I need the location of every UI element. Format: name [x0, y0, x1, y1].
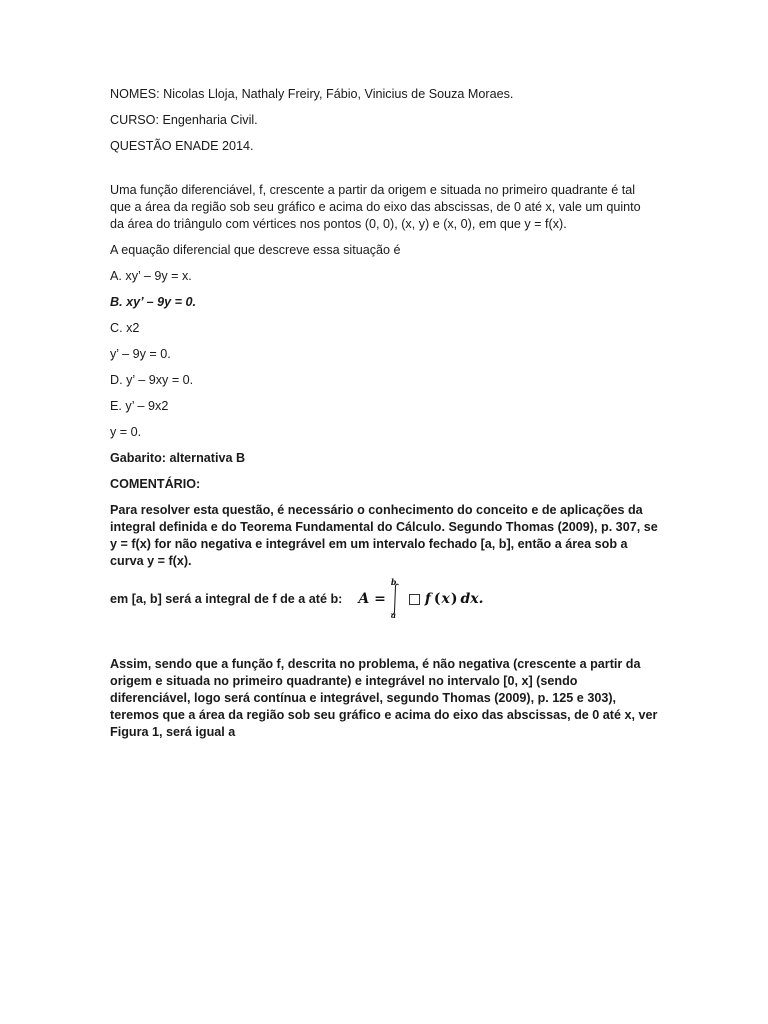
formula-line	[110, 576, 658, 622]
integral-formula	[358, 576, 483, 622]
formula-paren-close: )	[450, 590, 458, 607]
student-names: NOMES: Nicolas Lloja, Nathaly Freiry, Fábio, Vinicius de Souza Moraes.	[110, 87, 514, 101]
answer-key: Gabarito: alternativa B	[110, 451, 246, 465]
option-a: A. xy’ – 9y = x.	[110, 269, 192, 283]
placeholder-box-icon	[409, 594, 420, 605]
integral-sign	[388, 576, 402, 622]
course-line: CURSO: Engenharia Civil.	[110, 113, 258, 127]
option-e-line1: E. y’ – 9x2	[110, 399, 169, 413]
formula-lead-text: em [a, b] será a integral de f de a até b:	[110, 591, 343, 606]
commentary-paragraph-1: Para resolver esta questão, é necessário o conhecimento do conceito e de aplicações da integral definida e do Teorema Fundamental do Cálculo. Segundo Thomas (2009), p. 307, se y = f(x) for não negativa e integrável em um intervalo fechado [a, b], então a área sob a curva y = f(x).	[110, 503, 658, 568]
spacer	[110, 164, 658, 182]
option-b: B. xy’ – 9y = 0.	[110, 295, 196, 309]
option-c-line2: y’ – 9y = 0.	[110, 347, 171, 361]
commentary-heading: COMENTÁRIO:	[110, 477, 201, 491]
question-title: QUESTÃO ENADE 2014.	[110, 139, 254, 153]
spacer	[110, 622, 658, 656]
option-d: D. y’ – 9xy = 0.	[110, 373, 194, 387]
commentary-paragraph-2: Assim, sendo que a função f, descrita no problema, é não negativa (crescente a partir da origem e situada no primeiro quadrante) e integrável no intervalo [0, x] (sendo diferenciável, logo será contínua e integrável, segundo Thomas (2009), p. 125 e 303), teremos que a área da região sob seu gráfico e acima do eixo das abscissas, de 0 até x, ver Figura 1, será igual a	[110, 657, 658, 739]
option-c-line1: C. x2	[110, 321, 140, 335]
formula-variable: x	[441, 590, 450, 607]
formula-paren-open: (	[433, 590, 441, 607]
problem-prompt: A equação diferencial que descreve essa situação é	[110, 243, 401, 257]
integral-lower-limit: a	[390, 610, 397, 620]
formula-lhs: A =	[358, 590, 386, 607]
document-body	[110, 86, 658, 741]
integral-upper-limit: b	[390, 577, 397, 587]
formula-dx: dx.	[460, 590, 484, 607]
option-e-line2: y = 0.	[110, 425, 142, 439]
problem-statement: Uma função diferenciável, f, crescente a partir da origem e situada no primeiro quadrante é tal que a área da região sob seu gráfico e acima do eixo das abscissas, de 0 até x, vale um quinto da área do triângulo com vértices nos pontos (0, 0), (x, y) e (x, 0), em que y = f(x).	[110, 183, 641, 231]
formula-function: f	[424, 590, 431, 607]
